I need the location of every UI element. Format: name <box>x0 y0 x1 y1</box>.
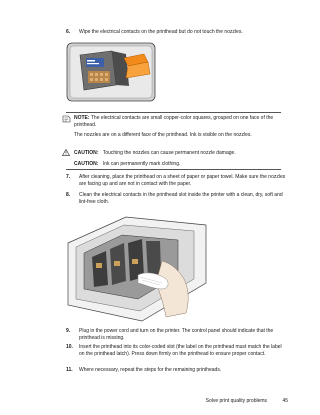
caution-label: CAUTION: <box>74 161 99 167</box>
step-text: Clean the electrical contacts in the printhead slot inside the printer with a clean, dry, soft and lint-free cloth. <box>79 192 283 205</box>
step-number: 9. <box>66 328 71 334</box>
step-text: Wipe the electrical contacts on the printhead but do not touch the nozzles. <box>79 29 243 35</box>
page-footer <box>170 398 288 405</box>
caution-2 <box>74 161 284 168</box>
caution-text: Ink can permanently mark clothing. <box>102 161 181 167</box>
step-number: 6. <box>66 29 71 35</box>
step-9 <box>66 328 286 341</box>
step-10 <box>66 344 286 357</box>
note-rule-bottom <box>66 169 281 170</box>
caution-text: Touching the nozzles can cause permanent nozzle damage. <box>102 150 236 156</box>
note-label: NOTE: <box>74 115 90 121</box>
note-text-2: The nozzles are on a different face of the printhead. Ink is visible on the nozzles. <box>74 132 252 138</box>
footer-section: Solve print quality problems <box>205 398 268 404</box>
page-number: 45 <box>282 398 288 404</box>
step-8 <box>66 192 286 205</box>
step-text: Insert the printhead into its color-coded slot (the label on the printhead must match the label on the printhead latch). Press down firmly on the printhead to ensure proper contact. <box>79 344 282 357</box>
caution-icon <box>62 149 70 156</box>
step-11 <box>66 367 286 374</box>
note-text: The electrical contacts are small copper-color squares, grouped on one face of the printhead. <box>74 115 274 128</box>
printhead-contacts-illustration <box>66 42 156 102</box>
step-6 <box>66 29 286 36</box>
step-number: 11. <box>66 367 73 373</box>
step-text: Where necessary, repeat the steps for the remaining printheads. <box>79 367 222 373</box>
caution-1 <box>74 150 284 157</box>
note-rule-top <box>66 112 281 113</box>
step-number: 10. <box>66 344 73 350</box>
caution-label: CAUTION: <box>74 150 99 156</box>
note <box>74 115 282 128</box>
step-number: 8. <box>66 192 71 198</box>
step-number: 7. <box>66 174 71 180</box>
printhead-slot-cleaning-illustration <box>66 213 211 325</box>
step-7 <box>66 174 286 187</box>
step-text: After cleaning, place the printhead on a sheet of paper or paper towel. Make sure the nozzles are facing up and are not in contact with the paper. <box>79 174 286 187</box>
step-text: Plug in the power cord and turn on the printer. The control panel should indicate that the printhead is missing. <box>79 328 274 341</box>
note-icon <box>62 114 71 123</box>
